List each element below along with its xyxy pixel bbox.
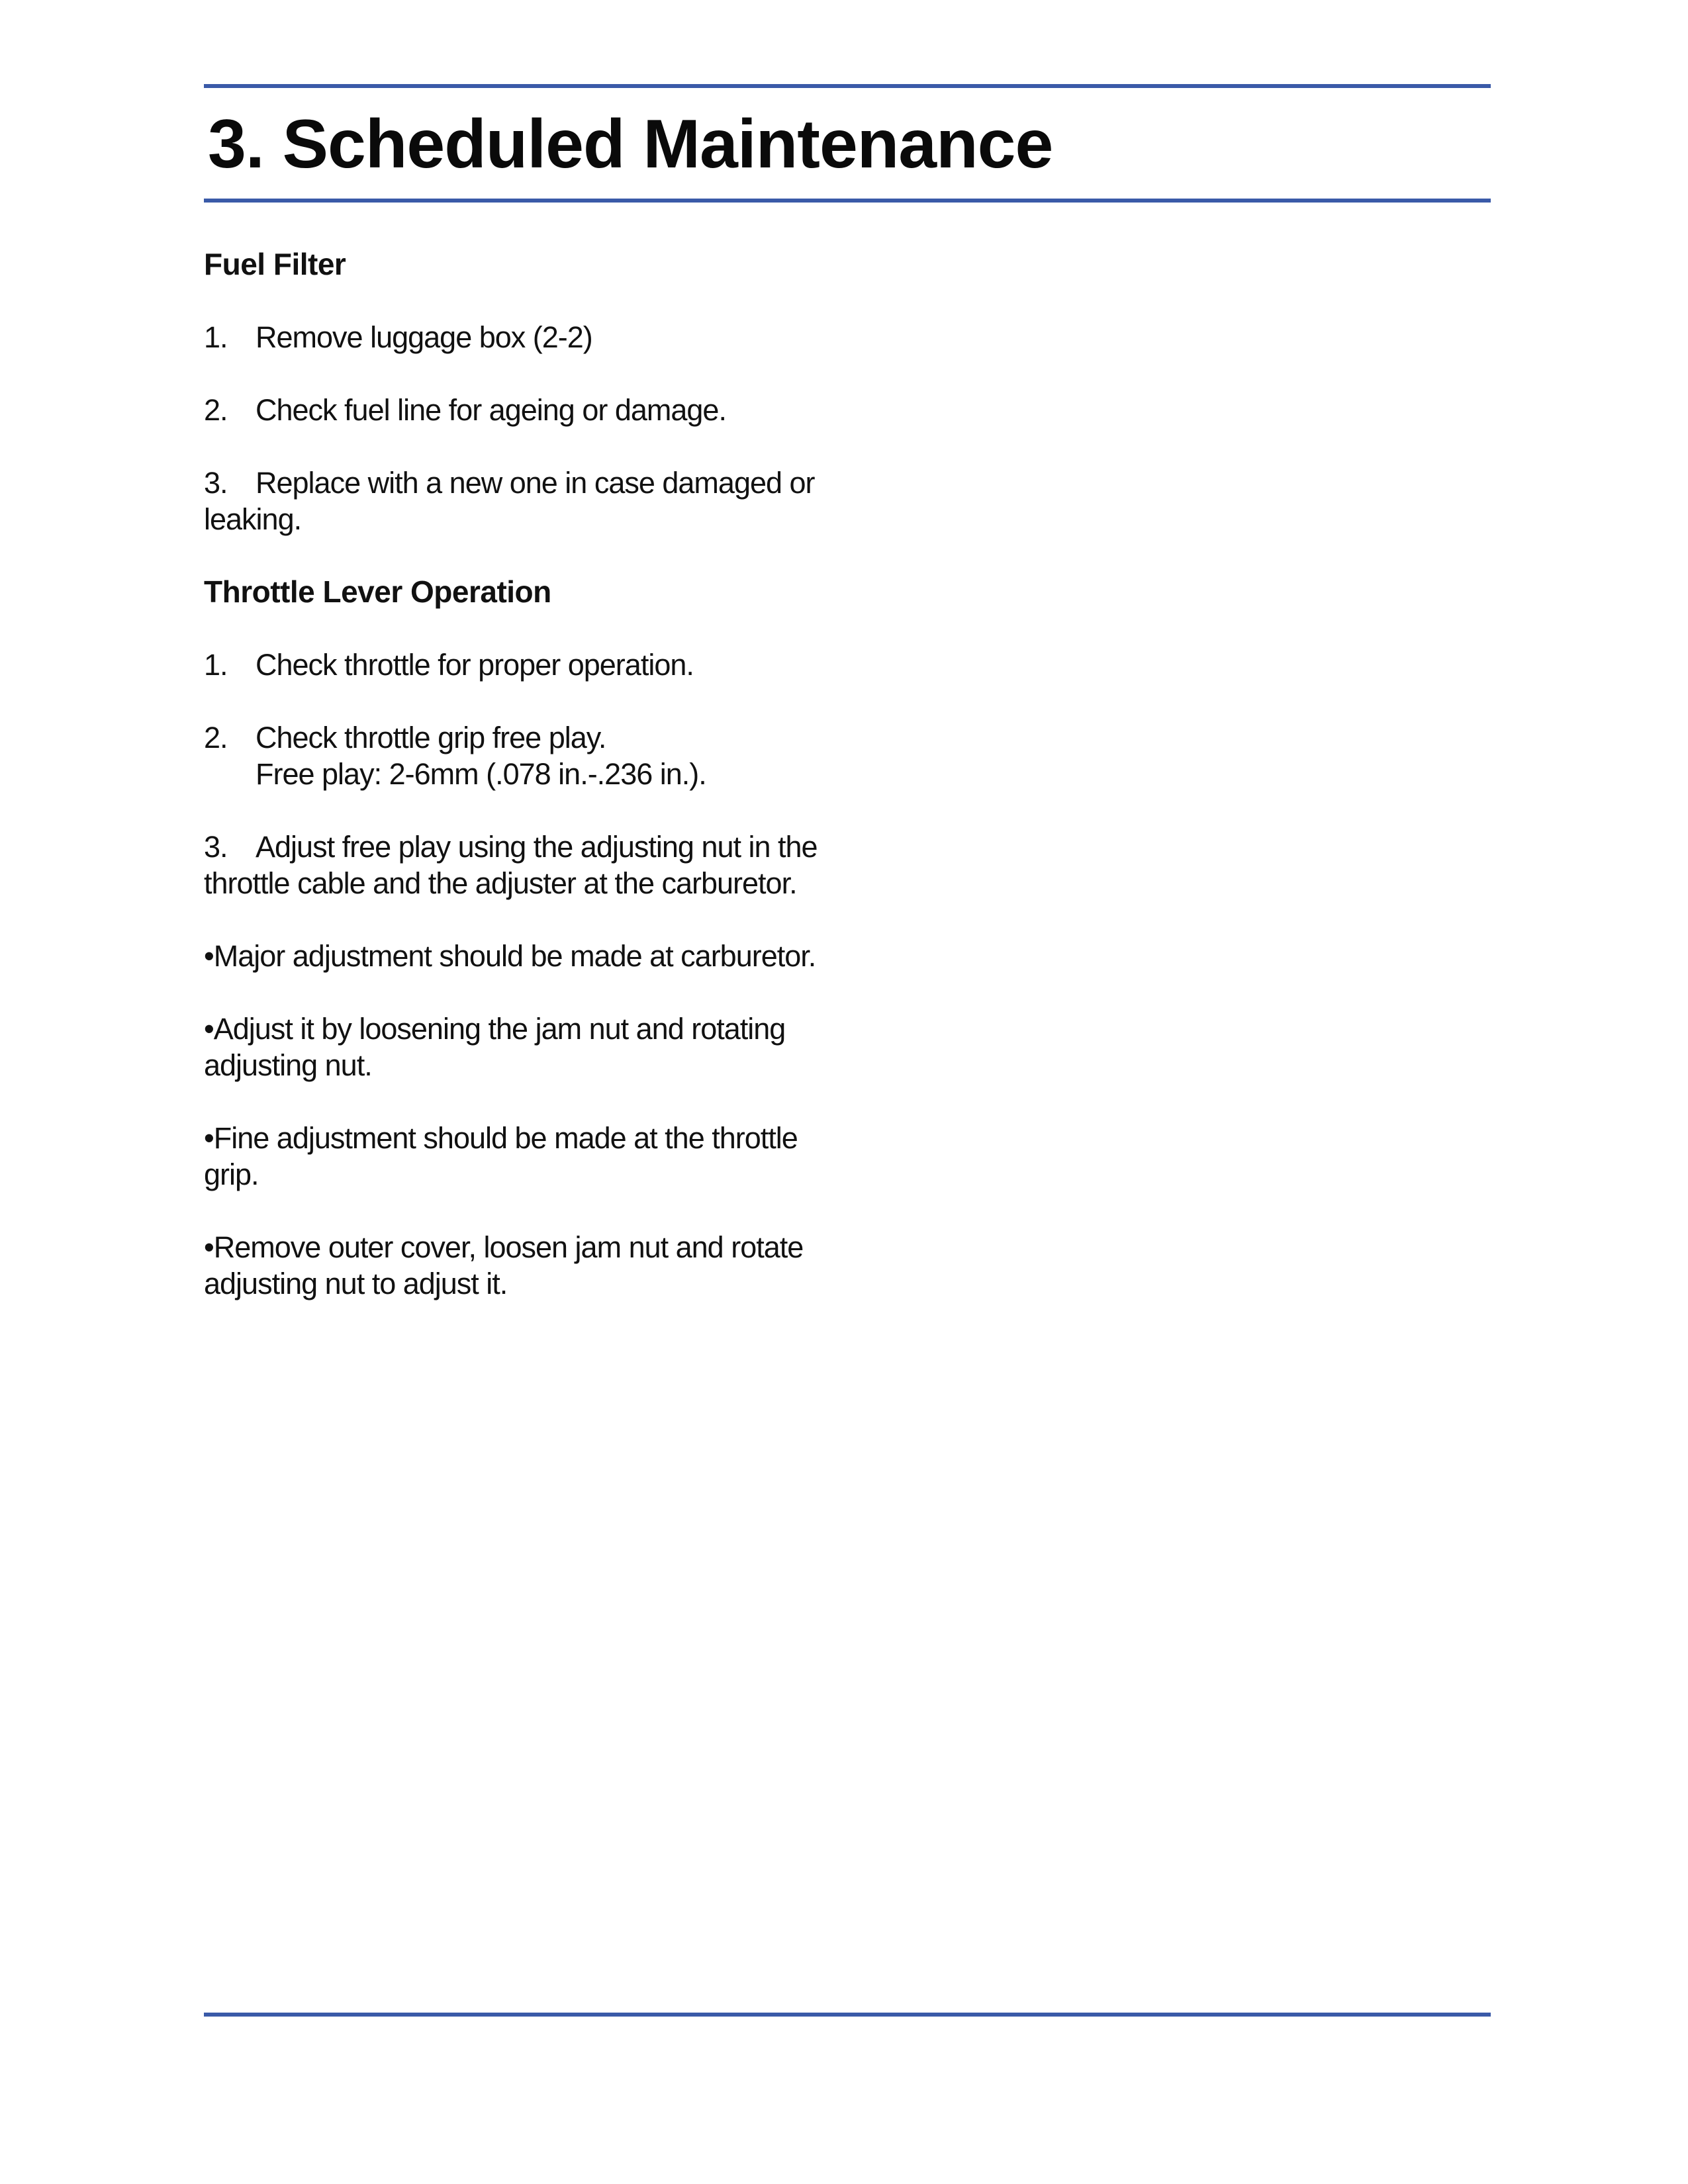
list-item-number: 2. bbox=[204, 721, 228, 754]
list-item bbox=[204, 319, 826, 355]
list-item-number: 2. bbox=[204, 393, 228, 427]
title-underline-rule bbox=[204, 199, 1491, 203]
bottom-rule bbox=[204, 2013, 1491, 2017]
list-item-number: 3. bbox=[204, 466, 228, 500]
bullet-item: •Adjust it by loosening the jam nut and rotating adjusting nut. bbox=[204, 1012, 786, 1082]
list-item-text: Check throttle for proper operation. bbox=[256, 648, 694, 682]
list-item-number: 1. bbox=[204, 648, 228, 682]
list-item bbox=[204, 719, 826, 792]
document-body bbox=[204, 246, 826, 1338]
bullet-item: •Remove outer cover, loosen jam nut and rotate adjusting nut to adjust it. bbox=[204, 1230, 804, 1300]
list-item-number: 3. bbox=[204, 830, 228, 864]
list-item bbox=[204, 647, 826, 683]
list-item-text: Check throttle grip free play. bbox=[256, 721, 606, 754]
list-item-text: Remove luggage box (2-2) bbox=[256, 320, 592, 354]
list-item bbox=[204, 829, 826, 901]
bullet-item: •Major adjustment should be made at carburetor. bbox=[204, 939, 816, 973]
section-heading-throttle-lever-operation: Throttle Lever Operation bbox=[204, 574, 551, 609]
list-item bbox=[204, 465, 826, 537]
list-item-text: Adjust free play using the adjusting nut in the throttle cable and the adjuster at the carburetor. bbox=[204, 830, 818, 900]
bullet-item: •Fine adjustment should be made at the throttle grip. bbox=[204, 1121, 798, 1191]
list-item bbox=[204, 392, 826, 428]
list-item-text: Check fuel line for ageing or damage. bbox=[256, 393, 726, 427]
page-title: 3. Scheduled Maintenance bbox=[208, 106, 1053, 183]
top-rule bbox=[204, 84, 1491, 88]
list-item-text: Replace with a new one in case damaged or leaking. bbox=[204, 466, 815, 536]
list-item-number: 1. bbox=[204, 320, 228, 354]
section-heading-fuel-filter: Fuel Filter bbox=[204, 247, 346, 281]
list-item-subtext: Free play: 2-6mm (.078 in.-.236 in.). bbox=[256, 757, 706, 791]
